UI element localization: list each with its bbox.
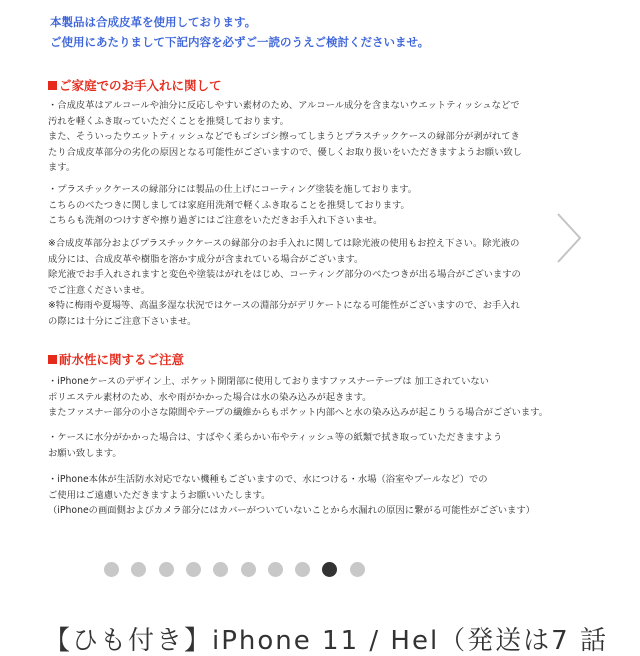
text-line: またファスナー部分の小さな隙間やテープの繊維からもポケット内部へと水の染み込みが起こりうる場合がございます。	[48, 407, 548, 418]
text-line: お願い致します。	[48, 447, 122, 459]
product-title: 【ひも付き】iPhone 11 / Hel（発送は7 話	[44, 626, 608, 656]
care-paragraph-2	[48, 182, 608, 229]
carousel-dot[interactable]	[213, 562, 228, 577]
water-heading-text: 耐水性に関するご注意	[59, 352, 185, 367]
carousel-pagination	[0, 560, 640, 580]
text-line: の際には十分にご注意下さいませ。	[48, 315, 197, 327]
text-line: 除光液でお手入れされますと変色や塗装はがれをはじめ、コーティング部分のべたつきが出る場合がございますの	[48, 269, 521, 280]
text-line: でご注意くださいませ。	[48, 284, 150, 296]
carousel-dot[interactable]	[350, 562, 365, 577]
water-paragraph-3	[48, 472, 608, 519]
text-line: ※合成皮革部分およびプラスチックケースの縁部分のお手入れに関しては除光液の使用もお控え下さい。除光液の	[48, 238, 520, 249]
carousel-dot[interactable]	[186, 562, 201, 577]
intro-line-2: ご使用にあたりまして下記内容を必ずご一読のうえご検討くださいませ。	[50, 35, 430, 49]
text-line: （iPhoneの画面側およびカメラ部分にはカバーがついていないことから水漏れの原因に繋がる可能性がございます）	[48, 505, 535, 516]
care-section-heading	[48, 76, 222, 94]
text-line: ・ケースに水分がかかった場合は、すばやく柔らかい布やティッシュ等の紙類で拭き取っていただきますよう	[48, 432, 503, 443]
text-line: ※特に梅雨や夏場等、高温多湿な状況ではケースの淵部分がデリケートになる可能性がございますので、お手入れ	[48, 300, 520, 311]
intro-line-1: 本製品は合成皮革を使用しております。	[50, 15, 257, 29]
text-line: こちらも洗剤のつけすぎや擦り過ぎにはご注意をいただきお手入れ下さいませ。	[48, 215, 383, 226]
care-paragraph-1	[48, 98, 608, 176]
text-line: こちらのべたつきに関しましては家庭用洗剤で軽くふき取ることを推奨しております。	[48, 199, 410, 211]
text-line: ・iPhone本体が生活防水対応でない機種もございますので、水につける・水場（浴室やプールなど）での	[48, 474, 488, 485]
water-section-heading	[48, 350, 184, 368]
red-square-icon	[48, 355, 57, 364]
carousel-dot[interactable]	[268, 562, 283, 577]
text-line: たり合成皮革部分の劣化の原因となる可能性がございますので、優しくお取り扱いをいただきますようお願い致し	[48, 146, 522, 158]
text-line: ます。	[48, 162, 76, 173]
text-line: ・合成皮革はアルコールや油分に反応しやすい素材のため、アルコール成分を含まないウエットティッシュなどで	[48, 100, 520, 111]
carousel-dot[interactable]	[322, 562, 337, 577]
text-line: ・プラスチックケースの縁部分には製品の仕上げにコーティング塗装を施しております。	[48, 184, 417, 195]
text-line: 汚れを軽くふき取っていただくことを推奨しております。	[48, 115, 289, 127]
intro-notice	[50, 12, 610, 52]
text-line: ・iPhoneケースのデザイン上、ポケット開閉部に使用しておりますファスナーテープは 加工されていない	[48, 376, 489, 387]
next-slide-button[interactable]	[554, 212, 584, 264]
water-paragraph-1	[48, 374, 608, 421]
carousel-dot[interactable]	[159, 562, 174, 577]
water-paragraph-2	[48, 430, 608, 461]
chevron-right-icon	[554, 212, 584, 264]
care-heading-text: ご家庭でのお手入れに関して	[59, 78, 222, 93]
care-paragraph-3	[48, 236, 608, 329]
red-square-icon	[48, 81, 57, 90]
carousel-dot[interactable]	[131, 562, 146, 577]
text-line: ご使用はご遠慮いただきますようお願いいたします。	[48, 489, 271, 501]
text-line: ポリエステル素材のため、水や雨がかかった場合は水の染み込みが起きます。	[48, 391, 372, 403]
carousel-dot[interactable]	[104, 562, 119, 577]
carousel-dot[interactable]	[241, 562, 256, 577]
text-line: また、そういったウエットティッシュなどでもゴシゴシ擦ってしまうとプラスチックケースの縁部分が剥がれてき	[48, 131, 520, 142]
text-line: 成分には、合成皮革や樹脂を溶かす成分が含まれている場合がございます。	[48, 253, 364, 265]
carousel-dot[interactable]	[295, 562, 310, 577]
